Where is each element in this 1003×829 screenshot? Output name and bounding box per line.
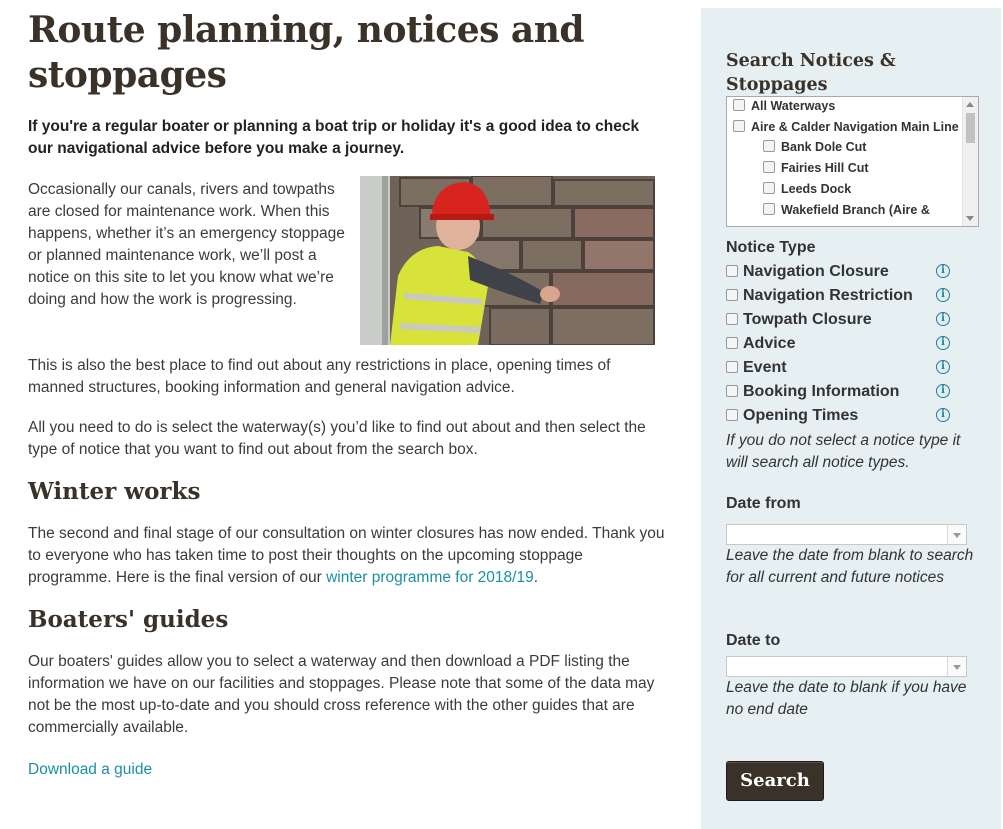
checkbox[interactable] [733, 99, 745, 111]
worker-photo-image [360, 176, 655, 345]
info-icon[interactable]: i [936, 336, 950, 350]
waterways-listbox[interactable] [726, 96, 979, 227]
paragraph-info: This is also the best place to find out about any restrictions in place, opening times of manned structures, booking information and general navigation advice. [28, 357, 611, 396]
main-content [28, 0, 668, 781]
boaters-guides-heading: Boaters' guides [28, 606, 229, 633]
notice-type-advice[interactable]: Advice i [726, 334, 966, 358]
waterway-item[interactable]: Aire & Calder Navigation Main Line [727, 114, 963, 135]
info-icon[interactable]: i [936, 360, 950, 374]
intro-paragraph: Occasionally our canals, rivers and towpaths are closed for maintenance work. When this happens, whether it’s an emergency stoppage or planned maintenance work, we’ll post a notice on this site to let you know what we’re doing and how the work is progressing. [28, 181, 345, 308]
scroll-down-icon[interactable] [966, 216, 974, 221]
date-to-select[interactable] [726, 656, 967, 677]
notice-type-label: Notice Type [726, 239, 816, 256]
lead-paragraph: If you're a regular boater or planning a boat trip or holiday it's a good idea to check our navigational advice before you make a journey. [28, 118, 640, 157]
checkbox[interactable] [726, 409, 738, 421]
notice-type-navigation-closure[interactable]: Navigation Closure i [726, 262, 966, 286]
checkbox[interactable] [726, 265, 738, 277]
waterway-item[interactable]: Bank Dole Cut [727, 135, 963, 155]
search-button[interactable]: Search [726, 761, 824, 801]
info-icon[interactable]: i [936, 408, 950, 422]
winter-works-end: . [533, 569, 539, 586]
checkbox[interactable] [726, 385, 738, 397]
checkbox[interactable] [763, 140, 775, 152]
search-title: Search Notices & Stoppages [726, 51, 896, 95]
info-icon[interactable]: i [936, 288, 950, 302]
worker-photo [360, 176, 655, 345]
waterway-item[interactable]: Wakefield Branch (Aire & [727, 197, 963, 218]
notice-type-towpath-closure[interactable]: Towpath Closure i [726, 310, 966, 334]
waterway-item[interactable]: Leeds Dock [727, 176, 963, 197]
page-title: Route planning, notices and stoppages [28, 9, 585, 96]
checkbox[interactable] [733, 120, 745, 132]
search-sidebar [701, 8, 1001, 829]
notice-type-hint: If you do not select a notice type it will search all notice types. [726, 432, 961, 471]
info-icon[interactable]: i [936, 312, 950, 326]
info-icon[interactable]: i [936, 384, 950, 398]
checkbox[interactable] [763, 161, 775, 173]
notice-type-event[interactable]: Event i [726, 358, 966, 382]
scroll-thumb[interactable] [966, 113, 975, 143]
notice-type-navigation-restriction[interactable]: Navigation Restriction i [726, 286, 966, 310]
boaters-guides-paragraph: Our boaters' guides allow you to select a waterway and then download a PDF listing the information we have on our facilities and stoppages. Please note that some of the data may not be the most up-to-date and you should cross reference with the other guides that are commercially available. [28, 653, 655, 736]
date-from-select[interactable] [726, 524, 967, 545]
notice-type-list [726, 262, 966, 430]
checkbox[interactable] [726, 289, 738, 301]
notice-type-opening-times[interactable]: Opening Times i [726, 406, 966, 430]
paragraph-instructions: All you need to do is select the waterway(s) you’d like to find out about and then select the type of notice that you want to find out about from the search box. [28, 419, 646, 458]
checkbox[interactable] [726, 361, 738, 373]
winter-programme-link[interactable]: winter programme for 2018/19 [326, 569, 534, 586]
intro-section [28, 179, 668, 349]
date-to-hint: Leave the date to blank if you have no end date [726, 679, 967, 718]
download-guide-link[interactable]: Download a guide [28, 761, 153, 778]
listbox-scrollbar[interactable] [962, 97, 978, 226]
chevron-down-icon[interactable] [947, 525, 966, 544]
waterway-item[interactable]: Fairies Hill Cut [727, 155, 963, 176]
info-icon[interactable]: i [936, 264, 950, 278]
winter-works-heading: Winter works [28, 478, 201, 505]
checkbox[interactable] [726, 313, 738, 325]
date-from-hint: Leave the date from blank to search for all current and future notices [726, 547, 974, 586]
checkbox[interactable] [763, 182, 775, 194]
chevron-down-icon[interactable] [947, 657, 966, 676]
waterway-item[interactable]: All Waterways [727, 97, 963, 114]
winter-works-paragraph [28, 523, 668, 589]
date-from-label: Date from [726, 495, 801, 512]
scroll-up-icon[interactable] [966, 102, 974, 107]
winter-works-text: The second and final stage of our consultation on winter closures has now ended. Thank you to everyone who has taken time to post their thoughts on the upcoming stoppage programme. Here is the final version of our [28, 525, 665, 586]
notice-type-booking-information[interactable]: Booking Information i [726, 382, 966, 406]
checkbox[interactable] [726, 337, 738, 349]
checkbox[interactable] [763, 203, 775, 215]
date-to-label: Date to [726, 632, 781, 649]
